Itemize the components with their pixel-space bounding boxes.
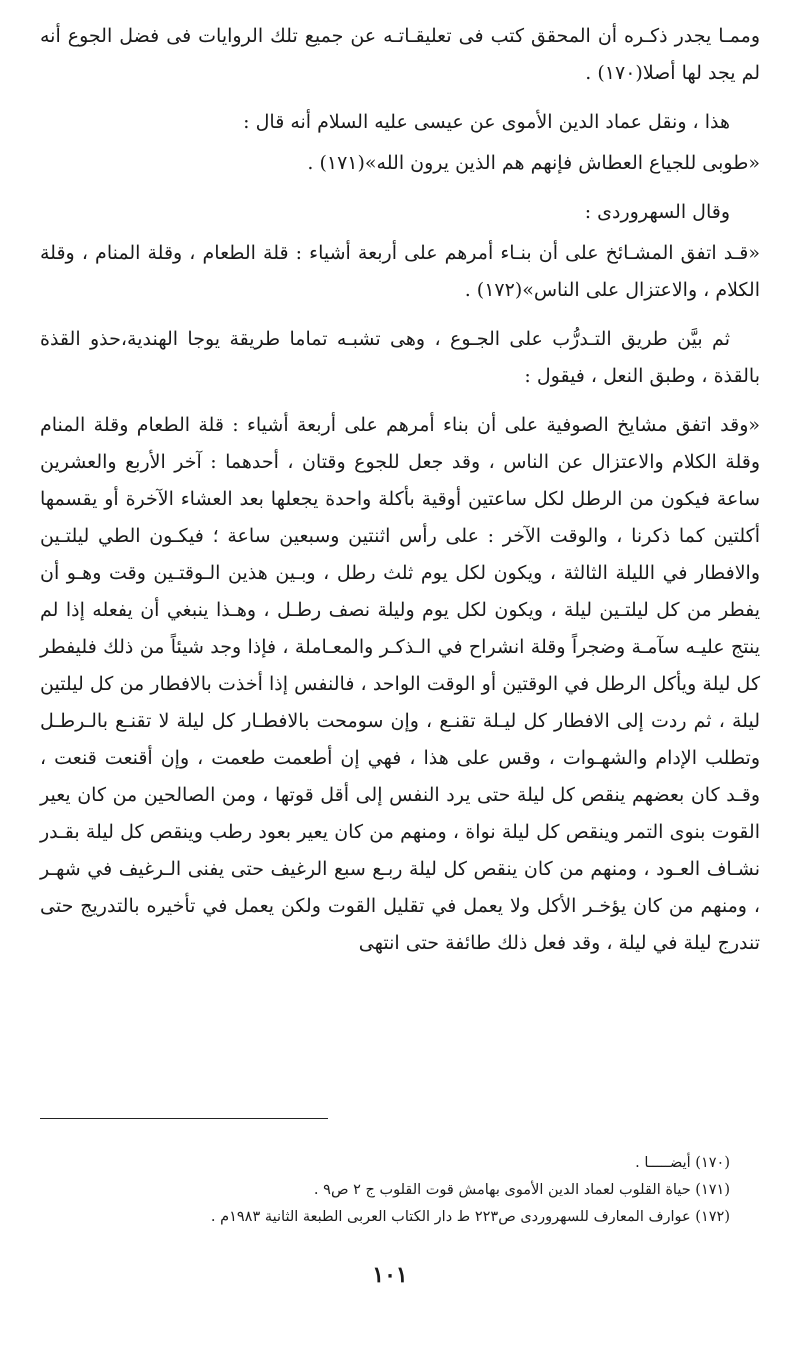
footnote-170: (١٧٠) أيضـــــا .	[635, 1155, 730, 1171]
paragraph-1: وممـا يجدر ذكـره أن المحقق كتب فى تعليقـاتـه عن جميع تلك الروايات فى فضل الجوع أنه لم يجد لها أصلا(١٧٠) .	[40, 25, 760, 84]
paragraph-5-quote: «قـد اتفق المشـائخ على أن بنـاء أمرهم على أربعة أشياء : قلة الطعام ، وقلة المنام ، وقلة الكلام ، والاعتزال على الناس»(١٧٢) .	[40, 242, 760, 301]
footnote-divider	[40, 1118, 328, 1119]
footnotes	[40, 1150, 730, 1231]
page-number: ١٠١	[372, 1262, 408, 1288]
footnote-172: (١٧٢) عوارف المعارف للسهروردى ص٢٢٣ ط دار الكتاب العربى الطبعة الثانية ١٩٨٣م .	[210, 1209, 730, 1225]
paragraph-2: هذا ، ونقل عماد الدين الأموى عن عيسى عليه السلام أنه قال :	[243, 111, 730, 133]
paragraph-3-quote: «طوبى للجياع العطاش فإنهم هم الذين يرون الله»(١٧١) .	[307, 152, 760, 174]
paragraph-7-quote: «وقد اتفق مشايخ الصوفية على أن بناء أمرهم على أربعة أشياء : قلة الطعام وقلة المنام وقلة الكلام والاعتزال عن الناس ، وقد جعل للجوع وقتان ، أحدهما : آخر الأربع والعشرين ساعة فيكون من الرطل لكل ساعتين أوقية بأكلة واحدة يجعلها بعد العشاء الآخرة أو يقسمها أكلتين كما ذكرنا ، والوقت الآخر : على رأس اثنتين وسبعين ساعة ؛ فيكـون الطي ليلتـين والافطار في الليلة الثالثة ، ويكون لكل يوم ثلث رطل ، وبـين هذين الـوقتـين وقت وهـو أن يفطر من كل ليلتـين ليلة ، ويكون لكل يوم وليلة نصف رطـل ، وهـذا ينبغي أن يفعله إذا لم ينتج عليـه سآمـة وضجراً وقلة انشراح في الـذكـر والمعـاملة ، فإذا وجد شيئاً من ذلك فليفطر كل ليلة ويأكل الرطل في الوقتين أو الوقت الواحد ، فالنفس إذا أخذت بالافطار من كل ليلتين ليلة ، ثم ردت إلى الافطار كل ليـلة تقنـع ، وإن سومحت بالافطـار كل ليلة لا تقنـع بالـرطـل وتطلب الإدام والشهـوات ، وقس على هذا ، فهي إن أطعمت طعمت ، وإن أقنعت قنعت ، وقـد كان بعضهم ينقص كل ليلة حتى يرد النفس إلى أقل قوتها ، ومن الصالحين من كان يعير القوت بنوى التمر وينقص كل ليلة نواة ، ومنهم من كان يعير بعود رطب وينقص كل ليلة بقـدر نشـاف العـود ، ومنهم من كان ينقص كل ليلة ربـع سبع الرغيف حتى يفنى الـرغيف في شهـر ، ومنهم من كان يؤخـر الأكل ولا يعمل في تقليل القوت ولكن يعمل في تأخيره بالتدريج حتى تندرج ليلة في ليلة ، وقد فعل ذلك طائفة حتى انتهى	[40, 414, 760, 954]
paragraph-4: وقال السهروردى :	[584, 201, 730, 223]
page-body	[40, 18, 760, 974]
paragraph-6: ثم بيَّن طريق التـدرُّب على الجـوع ، وهى تشبـه تماما طريقة يوجا الهندية،حذو القذة بالقذة ، وطبق النعل ، فيقول :	[40, 328, 760, 387]
footnote-171: (١٧١) حياة القلوب لعماد الدين الأموى بهامش قوت القلوب ج ٢ ص٩ .	[313, 1182, 730, 1198]
